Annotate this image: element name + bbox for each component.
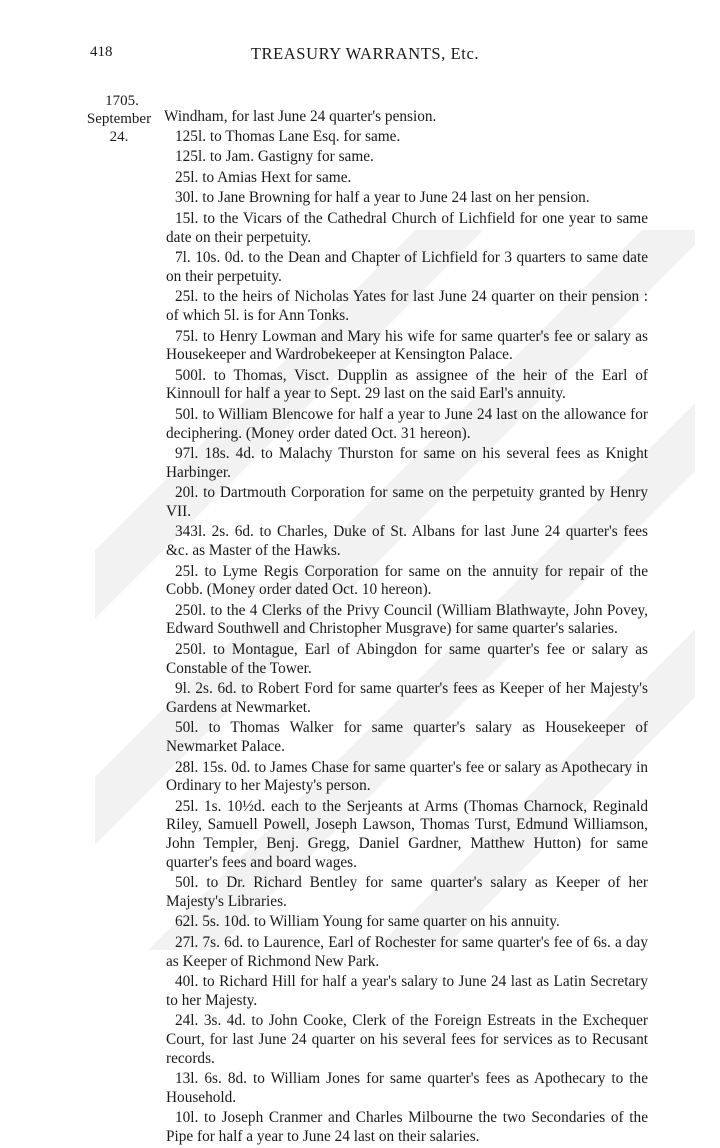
entry-paragraph: 27l. 7s. 6d. to Laurence, Earl of Rochester for same quarter's fee of 6s. a day as Keeper of Richmond New Park. — [166, 933, 648, 970]
entry-paragraph: 13l. 6s. 8d. to William Jones for same quarter's fees as Apothecary to the Household. — [166, 1070, 648, 1106]
entry-paragraph: 250l. to Montague, Earl of Abingdon for same quarter's fee or salary as Constable of the Tower. — [166, 641, 648, 677]
entry-paragraph: 40l. to Richard Hill for half a year's salary to June 24 last as Latin Secretary to her Majesty. — [166, 973, 648, 1009]
entry-paragraph: 20l. to Dartmouth Corporation for same on the perpetuity granted by Henry VII. — [166, 484, 648, 520]
entry-paragraph: 25l. to the heirs of Nicholas Yates for last June 24 quarter on their pension : of which 5l. is for Ann Tonks. — [166, 288, 648, 324]
entry-paragraph: 50l. to William Blencowe for half a year to June 24 last on the allowance for deciphering. (Money order dated Oct. 31 hereon). — [166, 405, 648, 442]
page-header — [90, 44, 640, 68]
margin-month: September — [86, 111, 152, 127]
entry-paragraph: 97l. 18s. 4d. to Malachy Thurston for same on his several fees as Knight Harbinger. — [166, 445, 648, 481]
entry-paragraph: 24l. 3s. 4d. to John Cooke, Clerk of the Foreign Estreats in the Exchequer Court, for last June 24 quarter on his several fees for services as to Recusant records. — [166, 1012, 648, 1067]
entry-paragraph: 25l. to Lyme Regis Corporation for same on the annuity for repair of the Cobb. (Money order dated Oct. 10 hereon). — [166, 562, 648, 599]
entry-paragraph: 15l. to the Vicars of the Cathedral Church of Lichfield for one year to same date on their perpetuity. — [166, 209, 648, 246]
margin-year: 1705. — [105, 93, 139, 109]
warrant-entries — [166, 108, 648, 1148]
entry-paragraph: 25l. 1s. 10½d. each to the Serjeants at Arms (Thomas Charnock, Reginald Riley, Samuell Powell, Joseph Lawson, Thomas Turst, Edmund Williamson, John Templer, Benj. Gregg, Daniel Gardner, Matthew Hutton) for same quarter's fees and board wages. — [166, 797, 648, 871]
entry-paragraph: 62l. 5s. 10d. to William Young for same quarter on his annuity. — [175, 913, 560, 931]
entry-paragraph: 30l. to Jane Browning for half a year to June 24 last on her pension. — [175, 189, 590, 207]
entry-paragraph: 50l. to Dr. Richard Bentley for same quarter's salary as Keeper of her Majesty's Libraries. — [166, 874, 648, 910]
entry-paragraph: 7l. 10s. 0d. to the Dean and Chapter of Lichfield for 3 quarters to same date on their perpetuity. — [166, 249, 648, 285]
running-title: TREASURY WARRANTS, Etc. — [250, 44, 480, 63]
entry-paragraph: 500l. to Thomas, Visct. Dupplin as assignee of the heir of the Earl of Kinnoull for half a year to Sept. 29 last on the said Earl's annuity. — [166, 366, 648, 403]
date-margin — [78, 92, 160, 146]
entry-paragraph: 75l. to Henry Lowman and Mary his wife for same quarter's fee or salary as Housekeeper and Wardrobekeeper at Kensington Palace. — [166, 327, 648, 364]
page-number: 418 — [90, 44, 113, 60]
entry-paragraph: 10l. to Joseph Cranmer and Charles Milbourne the two Secondaries of the Pipe for half a year to June 24 last on their salaries. — [166, 1109, 648, 1145]
entry-paragraph: 125l. to Jam. Gastigny for same. — [175, 148, 374, 166]
intro-line: Windham, for last June 24 quarter's pension. — [164, 108, 437, 125]
margin-day: 24. — [109, 129, 129, 145]
entry-paragraph: 25l. to Amias Hext for same. — [175, 168, 352, 186]
entry-paragraph: 9l. 2s. 6d. to Robert Ford for same quarter's fees as Keeper of her Majesty's Gardens at Newmarket. — [166, 680, 648, 716]
entry-paragraph: 50l. to Thomas Walker for same quarter's salary as Housekeeper of Newmarket Palace. — [166, 719, 648, 755]
entry-paragraph: 250l. to the 4 Clerks of the Privy Council (William Blathwayte, John Povey, Edward Southwell and Christopher Musgrave) for same quarter's salaries. — [166, 601, 648, 638]
entry-paragraph: 343l. 2s. 6d. to Charles, Duke of St. Albans for last June 24 quarter's fees &c. as Master of the Hawks. — [166, 523, 648, 560]
entry-paragraph: 28l. 15s. 0d. to James Chase for same quarter's fee or salary as Apothecary in Ordinary to her Majesty's person. — [166, 758, 648, 795]
entry-paragraph: 125l. to Thomas Lane Esq. for same. — [175, 127, 401, 145]
